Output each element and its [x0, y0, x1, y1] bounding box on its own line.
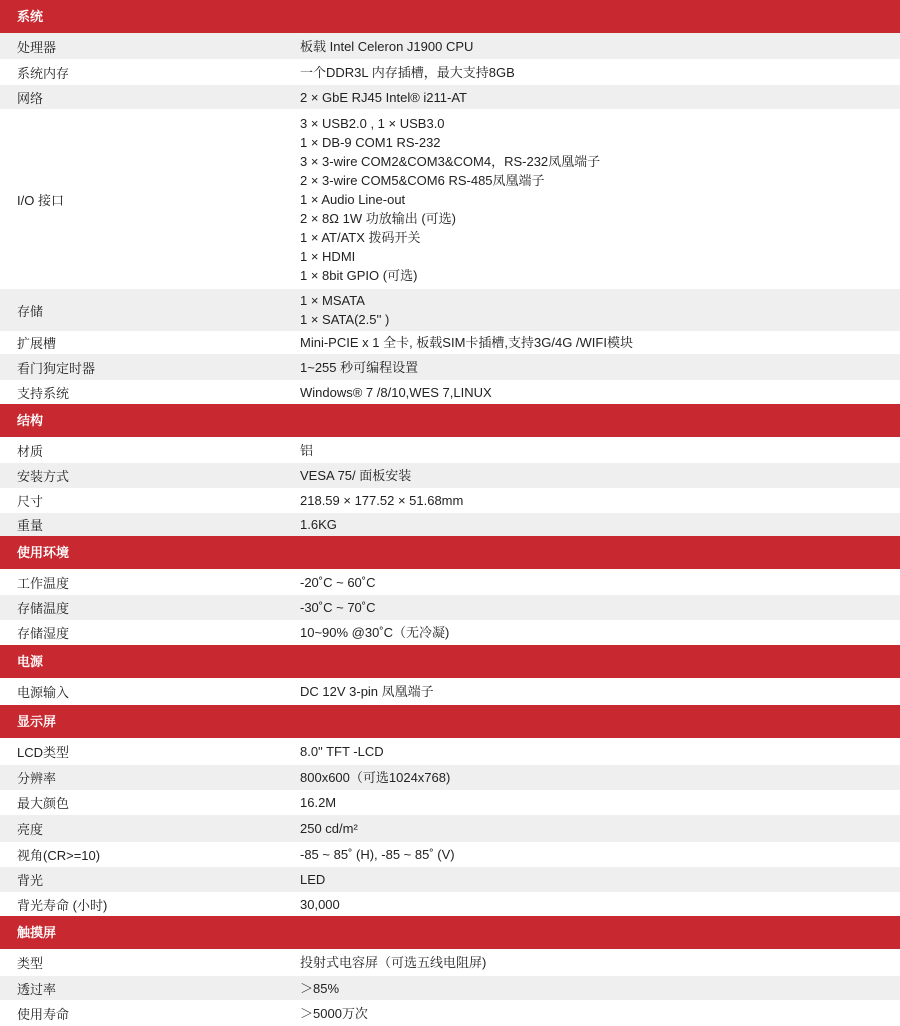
- spec-label: 视角(CR>=10): [17, 848, 101, 863]
- spec-row: [0, 109, 900, 289]
- spec-value-line: 16.2M: [300, 795, 337, 810]
- spec-value-line: 1 × HDMI: [300, 248, 356, 264]
- spec-label: 工作温度: [17, 575, 70, 591]
- spec-value-line: 1 × DB-9 COM1 RS-232: [300, 134, 441, 150]
- spec-label: 存储温度: [17, 601, 70, 616]
- spec-value-line: 1 × MSATA: [300, 293, 365, 308]
- spec-value: [300, 114, 900, 285]
- spec-value-line: 1 × 8bit GPIO (可选): [300, 267, 418, 283]
- spec-label: 处理器: [17, 39, 57, 55]
- spec-row: [0, 892, 900, 916]
- section-header: 电源: [0, 645, 900, 678]
- spec-value: [300, 333, 900, 352]
- spec-value: [300, 979, 900, 998]
- spec-row: [0, 738, 900, 765]
- spec-value: [300, 870, 900, 889]
- spec-row: [0, 331, 900, 354]
- spec-value-line: 板载 Intel Celeron J1900 CPU: [300, 38, 474, 54]
- spec-value-line: 1.6KG: [300, 517, 337, 532]
- spec-label: 亮度: [17, 822, 44, 837]
- spec-label: 存储: [17, 303, 44, 319]
- spec-value-line: ＞5000万次: [300, 1005, 368, 1021]
- spec-row: [0, 842, 900, 867]
- spec-value: [300, 742, 900, 761]
- spec-label: 安装方式: [17, 469, 70, 484]
- spec-label: 透过率: [17, 981, 57, 997]
- spec-value-line: Windows® 7 /8/10,WES 7,LINUX: [300, 384, 492, 400]
- spec-label: I/O 接口: [17, 192, 64, 208]
- spec-value: [300, 37, 900, 56]
- spec-label: 电源输入: [17, 685, 70, 700]
- spec-value-line: 2 × 8Ω 1W 功放输出 (可选): [300, 210, 456, 226]
- spec-label: 看门狗定时器: [17, 360, 96, 376]
- spec-value: [300, 1004, 900, 1023]
- spec-value-line: ＞85%: [300, 980, 340, 996]
- spec-label: 背光: [17, 873, 44, 888]
- spec-value-line: -85 ~ 85˚ (H), -85 ~ 85˚ (V): [300, 847, 455, 862]
- spec-value: [300, 682, 900, 701]
- spec-value-line: VESA 75/ 面板安装: [300, 468, 412, 483]
- spec-value: [300, 573, 900, 592]
- spec-label: 最大颜色: [17, 796, 70, 811]
- spec-value-line: 1 × SATA(2.5'' ): [300, 312, 390, 327]
- spec-row: [0, 59, 900, 85]
- spec-value: [300, 358, 900, 377]
- spec-row: [0, 463, 900, 488]
- spec-value-line: -20˚C ~ 60˚C: [300, 574, 376, 590]
- spec-value-line: LED: [300, 872, 326, 887]
- spec-row: [0, 595, 900, 620]
- spec-value-line: 218.59 × 177.52 × 51.68mm: [300, 493, 464, 508]
- spec-value-line: -30˚C ~ 70˚C: [300, 600, 376, 615]
- spec-row: [0, 85, 900, 109]
- spec-row: [0, 815, 900, 842]
- spec-value-line: 3 × USB2.0 , 1 × USB3.0: [300, 115, 445, 131]
- spec-row: [0, 678, 900, 705]
- spec-value-line: 1~255 秒可编程设置: [300, 359, 419, 375]
- spec-value: [300, 768, 900, 787]
- spec-value-line: 1 × Audio Line-out: [300, 191, 406, 207]
- spec-value: [300, 441, 900, 460]
- spec-row: [0, 354, 900, 380]
- section-header: 使用环境: [0, 536, 900, 569]
- spec-value-line: 800x600（可选1024x768): [300, 770, 451, 785]
- spec-row: [0, 790, 900, 815]
- section-header: 显示屏: [0, 705, 900, 738]
- spec-row: [0, 33, 900, 59]
- spec-row: [0, 380, 900, 404]
- spec-row: [0, 976, 900, 1000]
- spec-value: [300, 63, 900, 82]
- spec-value: [300, 515, 900, 534]
- spec-label: 背光寿命 (小时): [17, 897, 108, 913]
- spec-row: [0, 513, 900, 536]
- spec-value-line: 铝: [300, 442, 314, 458]
- spec-label: LCD类型: [17, 745, 70, 760]
- spec-value-line: 250 cd/m²: [300, 821, 358, 836]
- spec-label: 系统内存: [17, 65, 70, 81]
- spec-value: [300, 291, 900, 329]
- spec-value: [300, 598, 900, 617]
- spec-value: [300, 953, 900, 972]
- spec-row: [0, 765, 900, 790]
- spec-value-line: DC 12V 3-pin 凤凰端子: [300, 684, 434, 699]
- spec-label: 支持系统: [17, 385, 70, 401]
- spec-value-line: 8.0" TFT -LCD: [300, 744, 384, 759]
- spec-label: 网络: [17, 90, 44, 106]
- spec-value-line: 2 × 3-wire COM5&COM6 RS-485凤凰端子: [300, 172, 545, 188]
- spec-value-line: 1 × AT/ATX 拨码开关: [300, 229, 421, 245]
- spec-row: [0, 1000, 900, 1026]
- spec-value: [300, 466, 900, 485]
- spec-row: [0, 488, 900, 513]
- spec-label: 尺寸: [17, 494, 44, 509]
- spec-value: [300, 491, 900, 510]
- spec-label: 扩展槽: [17, 336, 57, 351]
- spec-label: 分辨率: [17, 771, 57, 786]
- spec-value: [300, 623, 900, 642]
- spec-value: [300, 88, 900, 107]
- spec-row: [0, 949, 900, 976]
- spec-row: [0, 867, 900, 892]
- spec-row: [0, 437, 900, 463]
- section-header: 触摸屏: [0, 916, 900, 949]
- section-header: 系统: [0, 0, 900, 33]
- spec-label: 使用寿命: [17, 1006, 70, 1022]
- spec-row: [0, 289, 900, 331]
- section-header: 结构: [0, 404, 900, 437]
- spec-label: 类型: [17, 956, 44, 971]
- spec-value-line: 10~90% @30˚C（无冷凝): [300, 625, 450, 640]
- spec-label: 材质: [17, 443, 44, 459]
- spec-value-line: 30,000: [300, 896, 340, 912]
- spec-value-line: 投射式电容屏（可选五线电阻屏): [300, 955, 487, 970]
- spec-row: [0, 620, 900, 645]
- spec-value: [300, 793, 900, 812]
- spec-label: 存储湿度: [17, 626, 70, 641]
- spec-value: [300, 383, 900, 402]
- spec-value-line: 3 × 3-wire COM2&COM3&COM4，RS-232凤凰端子: [300, 153, 601, 169]
- spec-value: [300, 819, 900, 838]
- spec-row: [0, 569, 900, 595]
- spec-value: [300, 845, 900, 864]
- spec-label: 重量: [17, 518, 44, 533]
- spec-value-line: Mini-PCIE x 1 全卡, 板载SIM卡插槽,支持3G/4G /WIFI模块: [300, 335, 633, 350]
- spec-value-line: 2 × GbE RJ45 Intel® i211-AT: [300, 89, 467, 105]
- spec-value-line: 一个DDR3L 内存插槽，最大支持8GB: [300, 64, 515, 80]
- spec-value: [300, 895, 900, 914]
